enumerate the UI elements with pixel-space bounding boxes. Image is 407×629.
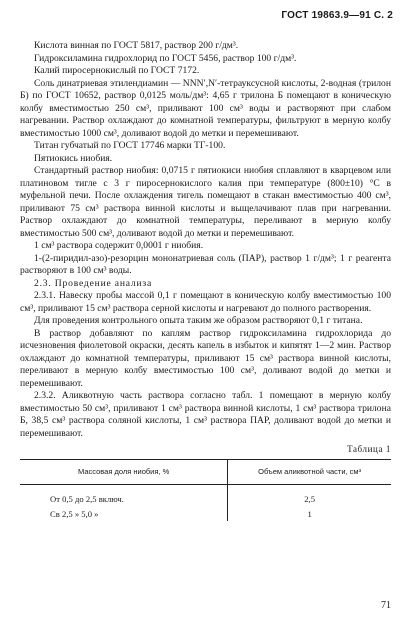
page-number: 71	[381, 600, 391, 611]
paragraph-standard-solution: Стандартный раствор ниобия: 0,0715 г пятиокиси ниобия сплавляют в кварцевом или платиновом тигле с 3 г пиросернокислого калия при температуре (800±10) °С в муфельной печи. После охлаждения тигель помещают в стакан вместимостью 400 см³, приливают 75 см³ раствора винной кислоты и выщелачивают плав при нагревании. Раствор охлаждают до комнатной температуры, переливают в мерную колбу вместимостью 500 см³, доливают водой до метки и перемешивают.	[20, 165, 391, 239]
paragraph-tartaric-acid: Кислота винная по ГОСТ 5817, раствор 200 г/дм³.	[34, 40, 239, 51]
table-caption: Таблица 1	[347, 444, 391, 454]
paragraph-control-experiment: Для проведения контрольного опыта таким же образом растворяют 0,1 г титана.	[34, 315, 363, 326]
paragraph-hydroxylamine: Гидроксиламина гидрохлорид по ГОСТ 5456, раствор 100 г/дм³.	[34, 52, 297, 64]
aliquot-table	[20, 459, 391, 522]
document-body	[20, 40, 391, 521]
table-cell-range: Св 2,5 » 5,0 »	[20, 507, 228, 522]
paragraph-par-reagent: 1-(2-пиридил-азо)-резорцин мононатриевая соль (ПАР), раствор 1 г/дм³; 1 г реагента растворяют в 100 см³ воды.	[20, 252, 391, 276]
column-header-aliquot-volume: Объем аликвотной части, см³	[228, 459, 391, 485]
table-row	[20, 485, 391, 507]
paragraph-trilon-b: Соль динатриевая этилендиамин — NNN′,N′-тетрауксусной кислоты, 2-водная (трилон Б) по ГОСТ 10652, раствор 0,0125 моль/дм³: 4,65 г трилона Б помещают в коническую колбу вместимостью 250 см³, приливают 100 см³ воды и растворяют при слабом нагревании. Раствор охлаждают до комнатной температуры, фильтруют в мерную колбу вместимостью 1000 см³, доливают водой до метки и перемешивают.	[20, 77, 391, 139]
paragraph-niobium-pentoxide: Пятиокись ниобия.	[34, 152, 113, 164]
table-cell-volume: 1	[307, 508, 312, 519]
paragraph-2-3-2: 2.3.2. Аликвотную часть раствора согласно табл. 1 помещают в мерную колбу вместимостью 50 см³, приливают 1 см³ раствора винной кислоты, 1 см³ раствора трилона Б, 38,5 см³ раствора соляной кислоты, 1 см³ раствора ПАР, доливают водой до метки и перемешивают.	[20, 390, 391, 439]
table-header-row	[20, 459, 391, 485]
paragraph-potassium-pyrosulfate: Калий пиросернокислый по ГОСТ 7172.	[34, 65, 200, 76]
table-cell-volume: 2,5	[304, 494, 315, 504]
paragraph-2-3-1: 2.3.1. Навеску пробы массой 0,1 г помещают в коническую колбу вместимостью 100 см³, приливают 15 см³ раствора серной кислоты и нагревают до полного растворения.	[20, 290, 391, 314]
paragraph-solution-content: 1 см³ раствора содержит 0,0001 г ниобия.	[34, 240, 204, 251]
paragraph-titanium: Титан губчатый по ГОСТ 17746 марки ТГ-100.	[34, 140, 226, 151]
standard-header: ГОСТ 19863.9—91 С. 2	[281, 10, 393, 21]
table-cell-range: От 0,5 до 2,5 включ.	[20, 485, 228, 507]
column-header-niobium-fraction: Массовая доля ниобия, %	[20, 459, 228, 485]
paragraph-hydroxylamine-addition: В раствор добавляют по каплям раствор гидроксиламина гидрохлорида до исчезновения фиолетовой окраски, десять капель в избыток и кипятят 1—2 мин. Раствор охлаждают до комнатной температуры, приливают 15 см³ раствора винной кислоты, переливают в мерную колбу вместимостью 100 см³, доливают водой до метки и перемешивают.	[20, 327, 391, 389]
section-heading-analysis: 2.3. Проведение анализа	[34, 277, 153, 289]
table-row	[20, 507, 391, 522]
